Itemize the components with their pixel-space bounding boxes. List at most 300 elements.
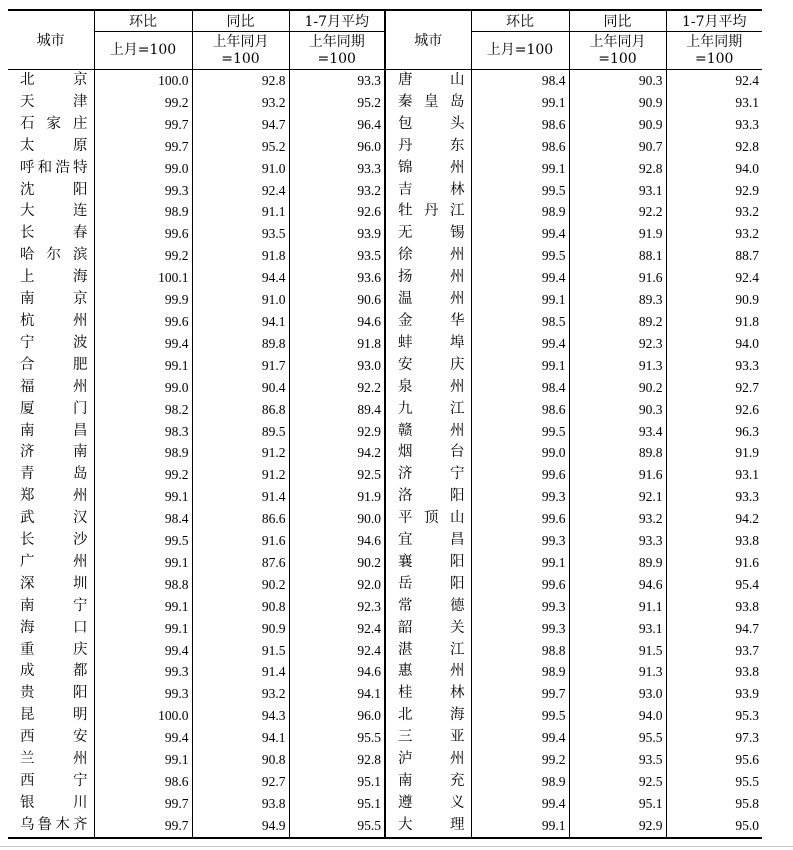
city-name-spaced-right — [398, 640, 465, 662]
avg-value-right: 93.8 — [666, 530, 762, 552]
city-name-left — [8, 180, 94, 202]
city-char: 山 — [450, 510, 465, 527]
city-char: 义 — [450, 794, 465, 811]
city-name-spaced-left — [20, 267, 88, 289]
mom-value-right: 99.4 — [471, 793, 569, 815]
city-name-right — [385, 158, 471, 180]
city-name-left — [8, 530, 94, 552]
mom-value-left: 99.6 — [94, 223, 192, 245]
yoy-value-right: 91.1 — [569, 596, 666, 618]
city-char: 宁 — [20, 334, 35, 351]
city-char: 州 — [73, 751, 88, 768]
city-name-right — [385, 399, 471, 421]
table-row — [8, 793, 762, 815]
avg-value-right: 93.3 — [666, 486, 762, 508]
yoy-value-left: 91.8 — [192, 245, 289, 267]
avg-value-left: 90.2 — [289, 552, 385, 574]
table-header — [8, 10, 762, 70]
city-name-left — [8, 486, 94, 508]
city-char: 上 — [20, 269, 35, 286]
city-name-spaced-right — [398, 311, 465, 333]
city-char: 阳 — [73, 685, 88, 702]
avg-value-right: 91.9 — [666, 442, 762, 464]
avg-value-left: 92.5 — [289, 464, 385, 486]
city-name-right — [385, 311, 471, 333]
avg-value-left: 92.8 — [289, 749, 385, 771]
city-char: 昆 — [20, 707, 35, 724]
city-char: 郑 — [20, 488, 35, 505]
city-name-right — [385, 114, 471, 136]
avg-value-left: 89.4 — [289, 399, 385, 421]
avg-value-right: 90.9 — [666, 289, 762, 311]
city-char: 扬 — [398, 269, 413, 286]
city-name-spaced-right — [398, 596, 465, 618]
city-char: 州 — [450, 269, 465, 286]
yoy-value-left: 89.5 — [192, 421, 289, 443]
city-char: 温 — [398, 291, 413, 308]
city-char: 泉 — [398, 378, 413, 395]
city-name-spaced-left — [20, 486, 88, 508]
city-char: 州 — [73, 553, 88, 570]
table-row — [8, 486, 762, 508]
city-char: 唐 — [398, 72, 413, 88]
table-row — [8, 683, 762, 705]
table-row — [8, 201, 762, 223]
city-name-left — [8, 442, 94, 464]
city-char: 宁 — [450, 466, 465, 483]
yoy-value-left: 91.2 — [192, 464, 289, 486]
city-name-spaced-left — [20, 727, 88, 749]
city-name-spaced-right — [398, 377, 465, 399]
city-char: 长 — [20, 532, 35, 549]
city-name-spaced-left — [20, 377, 88, 399]
city-char: 亚 — [450, 729, 465, 746]
city-name-left — [8, 377, 94, 399]
city-char: 杭 — [20, 312, 35, 329]
mom-value-left: 99.5 — [94, 530, 192, 552]
city-name-spaced-right — [398, 201, 465, 223]
mom-value-right: 99.0 — [471, 442, 569, 464]
yoy-value-right: 89.8 — [569, 442, 666, 464]
mom-value-left: 98.9 — [94, 442, 192, 464]
mom-value-left: 99.1 — [94, 749, 192, 771]
mom-value-left: 99.9 — [94, 289, 192, 311]
city-char: 吉 — [398, 181, 413, 198]
yoy-value-left: 91.4 — [192, 661, 289, 683]
city-name-spaced-left — [20, 596, 88, 618]
city-name-spaced-left — [20, 201, 88, 223]
avg-value-left: 94.6 — [289, 311, 385, 333]
avg-value-left: 93.6 — [289, 267, 385, 289]
city-name-spaced-right — [398, 464, 465, 486]
city-char: 西 — [20, 729, 35, 746]
mom-value-right: 99.5 — [471, 705, 569, 727]
city-char: 木 — [55, 816, 70, 833]
avg-value-right: 93.3 — [666, 114, 762, 136]
yoy-value-right: 94.6 — [569, 574, 666, 596]
table-row — [8, 530, 762, 552]
city-name-left — [8, 245, 94, 267]
city-name-spaced-left — [20, 289, 88, 311]
table-row — [8, 508, 762, 530]
yoy-value-right: 92.1 — [569, 486, 666, 508]
table-row — [8, 705, 762, 727]
yoy-value-left: 94.9 — [192, 815, 289, 838]
city-char: 波 — [73, 334, 88, 351]
yoy-value-left: 90.9 — [192, 618, 289, 640]
page-bottom-divider — [0, 846, 793, 847]
city-name-spaced-left — [20, 749, 88, 771]
city-char: 遵 — [398, 794, 413, 811]
city-name-spaced-left — [20, 793, 88, 815]
mom-value-left: 98.2 — [94, 399, 192, 421]
avg-value-right: 93.2 — [666, 201, 762, 223]
yoy-value-right: 91.6 — [569, 267, 666, 289]
header-avg-base-left: 上年同期 =100 — [289, 32, 385, 70]
header-yoy-base-right: 上年同月 =100 — [569, 32, 666, 70]
yoy-value-left: 90.8 — [192, 749, 289, 771]
avg-value-left: 92.3 — [289, 596, 385, 618]
city-char: 北 — [20, 72, 35, 88]
header-yoy-right: 同比 — [569, 10, 666, 32]
city-name-right — [385, 640, 471, 662]
city-name-right — [385, 377, 471, 399]
table-body — [8, 70, 762, 838]
mom-value-right: 99.6 — [471, 464, 569, 486]
city-name-spaced-right — [398, 486, 465, 508]
city-char: 汉 — [73, 510, 88, 527]
yoy-value-right: 90.9 — [569, 114, 666, 136]
avg-value-left: 92.2 — [289, 377, 385, 399]
mom-value-left: 99.1 — [94, 355, 192, 377]
table-row — [8, 727, 762, 749]
city-char: 桂 — [398, 685, 413, 702]
avg-value-left: 96.0 — [289, 705, 385, 727]
city-name-spaced-right — [398, 158, 465, 180]
avg-value-left: 96.4 — [289, 114, 385, 136]
city-name-spaced-right — [398, 245, 465, 267]
mom-value-right: 99.7 — [471, 683, 569, 705]
mom-value-right: 99.1 — [471, 92, 569, 114]
yoy-value-right: 92.5 — [569, 771, 666, 793]
city-char: 皇 — [424, 93, 439, 110]
city-char: 三 — [398, 729, 413, 746]
city-name-left — [8, 355, 94, 377]
city-char: 关 — [450, 619, 465, 636]
city-char: 南 — [20, 597, 35, 614]
city-char: 浩 — [55, 159, 70, 176]
table-row — [8, 596, 762, 618]
city-name-spaced-left — [20, 618, 88, 640]
city-char: 门 — [73, 400, 88, 417]
avg-value-right: 93.3 — [666, 355, 762, 377]
city-char: 滨 — [73, 247, 88, 264]
city-name-spaced-left — [20, 508, 88, 530]
header-city-left: 城市 — [8, 10, 94, 70]
mom-value-left: 99.2 — [94, 245, 192, 267]
city-char: 平 — [398, 510, 413, 527]
mom-value-left: 99.0 — [94, 377, 192, 399]
yoy-value-left: 94.7 — [192, 114, 289, 136]
city-char: 口 — [73, 619, 88, 636]
city-name-spaced-left — [20, 114, 88, 136]
mom-value-left: 99.4 — [94, 727, 192, 749]
city-char: 州 — [450, 247, 465, 264]
city-char: 湛 — [398, 641, 413, 658]
city-char: 海 — [20, 619, 35, 636]
city-char: 无 — [398, 225, 413, 242]
city-name-spaced-right — [398, 333, 465, 355]
city-char: 南 — [398, 773, 413, 789]
city-name-left — [8, 464, 94, 486]
yoy-value-left: 91.0 — [192, 289, 289, 311]
city-name-right — [385, 289, 471, 311]
city-name-left — [8, 70, 94, 92]
mom-value-right: 98.6 — [471, 399, 569, 421]
city-char: 沈 — [20, 181, 35, 198]
yoy-value-right: 93.5 — [569, 749, 666, 771]
header-avg-left: 1-7月平均 — [289, 10, 385, 32]
yoy-value-right: 90.9 — [569, 92, 666, 114]
city-name-spaced-right — [398, 92, 465, 114]
mom-value-right: 99.1 — [471, 289, 569, 311]
city-name-right — [385, 245, 471, 267]
yoy-value-left: 94.1 — [192, 311, 289, 333]
yoy-value-right: 90.3 — [569, 399, 666, 421]
avg-value-left: 95.5 — [289, 727, 385, 749]
avg-value-right: 93.2 — [666, 223, 762, 245]
city-char: 州 — [450, 663, 465, 680]
yoy-value-right: 91.3 — [569, 661, 666, 683]
table-row — [8, 421, 762, 443]
avg-value-right: 95.6 — [666, 749, 762, 771]
price-index-table-container — [8, 9, 759, 839]
city-name-right — [385, 508, 471, 530]
avg-value-left: 94.6 — [289, 661, 385, 683]
table-row — [8, 180, 762, 202]
avg-value-left: 93.3 — [289, 70, 385, 92]
mom-value-left: 99.1 — [94, 486, 192, 508]
avg-value-left: 95.1 — [289, 793, 385, 815]
table-row — [8, 311, 762, 333]
city-char: 长 — [20, 225, 35, 242]
city-char: 锡 — [450, 225, 465, 242]
table-row — [8, 464, 762, 486]
yoy-value-right: 93.1 — [569, 180, 666, 202]
city-char: 肥 — [73, 356, 88, 373]
city-name-left — [8, 114, 94, 136]
city-char: 原 — [73, 137, 88, 154]
city-name-right — [385, 464, 471, 486]
yoy-value-right: 92.2 — [569, 201, 666, 223]
city-name-spaced-left — [20, 815, 88, 837]
avg-value-right: 95.4 — [666, 574, 762, 596]
mom-value-right: 99.1 — [471, 552, 569, 574]
avg-value-left: 93.3 — [289, 158, 385, 180]
city-name-left — [8, 661, 94, 683]
mom-value-left: 98.4 — [94, 508, 192, 530]
city-name-left — [8, 333, 94, 355]
yoy-value-left: 94.4 — [192, 267, 289, 289]
city-name-spaced-right — [398, 618, 465, 640]
yoy-value-left: 91.5 — [192, 640, 289, 662]
avg-value-right: 96.3 — [666, 421, 762, 443]
city-name-left — [8, 749, 94, 771]
city-name-left — [8, 771, 94, 793]
yoy-value-left: 95.2 — [192, 136, 289, 158]
city-name-spaced-right — [398, 421, 465, 443]
city-name-left — [8, 201, 94, 223]
city-name-spaced-right — [398, 223, 465, 245]
city-name-left — [8, 705, 94, 727]
avg-value-right: 93.1 — [666, 92, 762, 114]
city-name-left — [8, 640, 94, 662]
city-char: 充 — [450, 773, 465, 789]
city-char: 惠 — [398, 663, 413, 680]
mom-value-right: 98.9 — [471, 771, 569, 793]
mom-value-left: 99.7 — [94, 793, 192, 815]
mom-value-right: 99.6 — [471, 574, 569, 596]
city-name-spaced-left — [20, 245, 88, 267]
city-char: 林 — [450, 181, 465, 198]
city-char: 大 — [398, 816, 413, 833]
mom-value-right: 98.9 — [471, 661, 569, 683]
city-char: 深 — [20, 575, 35, 592]
mom-value-right: 99.4 — [471, 333, 569, 355]
city-char: 银 — [20, 794, 35, 811]
mom-value-right: 98.5 — [471, 311, 569, 333]
avg-value-right: 93.8 — [666, 596, 762, 618]
yoy-value-left: 86.6 — [192, 508, 289, 530]
city-name-left — [8, 793, 94, 815]
city-char: 南 — [20, 422, 35, 439]
mom-value-right: 99.4 — [471, 267, 569, 289]
city-name-spaced-right — [398, 815, 465, 837]
avg-value-left: 90.0 — [289, 508, 385, 530]
yoy-value-right: 89.9 — [569, 552, 666, 574]
mom-value-right: 99.4 — [471, 727, 569, 749]
city-name-spaced-right — [398, 180, 465, 202]
avg-value-left: 92.0 — [289, 574, 385, 596]
yoy-value-right: 90.7 — [569, 136, 666, 158]
city-char: 特 — [72, 159, 88, 176]
city-char: 理 — [450, 816, 465, 833]
city-name-spaced-left — [20, 355, 88, 377]
table-row — [8, 661, 762, 683]
city-name-left — [8, 92, 94, 114]
table-row — [8, 333, 762, 355]
mom-value-right: 99.2 — [471, 749, 569, 771]
avg-value-right: 92.9 — [666, 180, 762, 202]
city-name-spaced-left — [20, 333, 88, 355]
city-char: 明 — [73, 707, 88, 724]
yoy-value-left: 92.7 — [192, 771, 289, 793]
city-name-spaced-right — [398, 114, 465, 136]
city-char: 秦 — [398, 93, 413, 110]
city-name-left — [8, 618, 94, 640]
yoy-value-left: 93.2 — [192, 683, 289, 705]
city-char: 阳 — [450, 488, 465, 505]
table-row — [8, 377, 762, 399]
city-char: 阳 — [450, 575, 465, 592]
price-index-table — [8, 9, 762, 839]
avg-value-left: 91.8 — [289, 333, 385, 355]
yoy-value-right: 93.1 — [569, 618, 666, 640]
city-char: 安 — [398, 356, 413, 373]
yoy-value-left: 91.0 — [192, 158, 289, 180]
yoy-value-right: 92.3 — [569, 333, 666, 355]
city-char: 宁 — [73, 773, 88, 789]
mom-value-left: 99.3 — [94, 180, 192, 202]
city-name-spaced-right — [398, 267, 465, 289]
city-char: 海 — [450, 707, 465, 724]
table-row — [8, 749, 762, 771]
avg-value-left: 92.4 — [289, 618, 385, 640]
avg-value-right: 94.7 — [666, 618, 762, 640]
city-char: 华 — [450, 312, 465, 329]
city-char: 都 — [73, 663, 88, 680]
city-name-right — [385, 749, 471, 771]
city-char: 哈 — [20, 247, 35, 264]
yoy-value-left: 90.8 — [192, 596, 289, 618]
mom-value-right: 98.4 — [471, 377, 569, 399]
yoy-value-left: 87.6 — [192, 552, 289, 574]
yoy-value-right: 91.9 — [569, 223, 666, 245]
city-name-right — [385, 727, 471, 749]
yoy-value-left: 94.3 — [192, 705, 289, 727]
city-name-left — [8, 399, 94, 421]
city-char: 岛 — [450, 93, 465, 110]
yoy-value-right: 94.0 — [569, 705, 666, 727]
yoy-value-left: 93.2 — [192, 92, 289, 114]
city-name-right — [385, 683, 471, 705]
table-row — [8, 70, 762, 92]
city-char: 乌 — [20, 816, 35, 833]
city-char: 兰 — [20, 751, 35, 768]
avg-value-left: 95.1 — [289, 771, 385, 793]
yoy-value-left: 91.1 — [192, 201, 289, 223]
city-char: 重 — [20, 641, 35, 658]
avg-value-left: 96.0 — [289, 136, 385, 158]
city-name-spaced-right — [398, 355, 465, 377]
city-char: 福 — [20, 378, 35, 395]
mom-value-right: 98.6 — [471, 114, 569, 136]
mom-value-left: 98.8 — [94, 574, 192, 596]
mom-value-left: 98.6 — [94, 771, 192, 793]
yoy-value-left: 91.7 — [192, 355, 289, 377]
city-name-left — [8, 136, 94, 158]
table-row — [8, 114, 762, 136]
yoy-value-left: 92.4 — [192, 180, 289, 202]
avg-value-right: 92.8 — [666, 136, 762, 158]
city-char: 州 — [450, 159, 465, 176]
mom-value-right: 99.1 — [471, 158, 569, 180]
avg-value-right: 94.0 — [666, 333, 762, 355]
city-name-spaced-left — [20, 530, 88, 552]
city-char: 齐 — [72, 816, 88, 833]
city-char: 江 — [450, 641, 465, 658]
avg-value-right: 95.3 — [666, 705, 762, 727]
city-char: 韶 — [398, 619, 413, 636]
city-char: 州 — [450, 291, 465, 308]
city-name-right — [385, 596, 471, 618]
mom-value-right: 98.9 — [471, 201, 569, 223]
city-char: 烟 — [398, 444, 413, 461]
city-char: 大 — [20, 203, 35, 220]
mom-value-right: 98.6 — [471, 136, 569, 158]
city-name-spaced-left — [20, 223, 88, 245]
city-name-right — [385, 815, 471, 838]
